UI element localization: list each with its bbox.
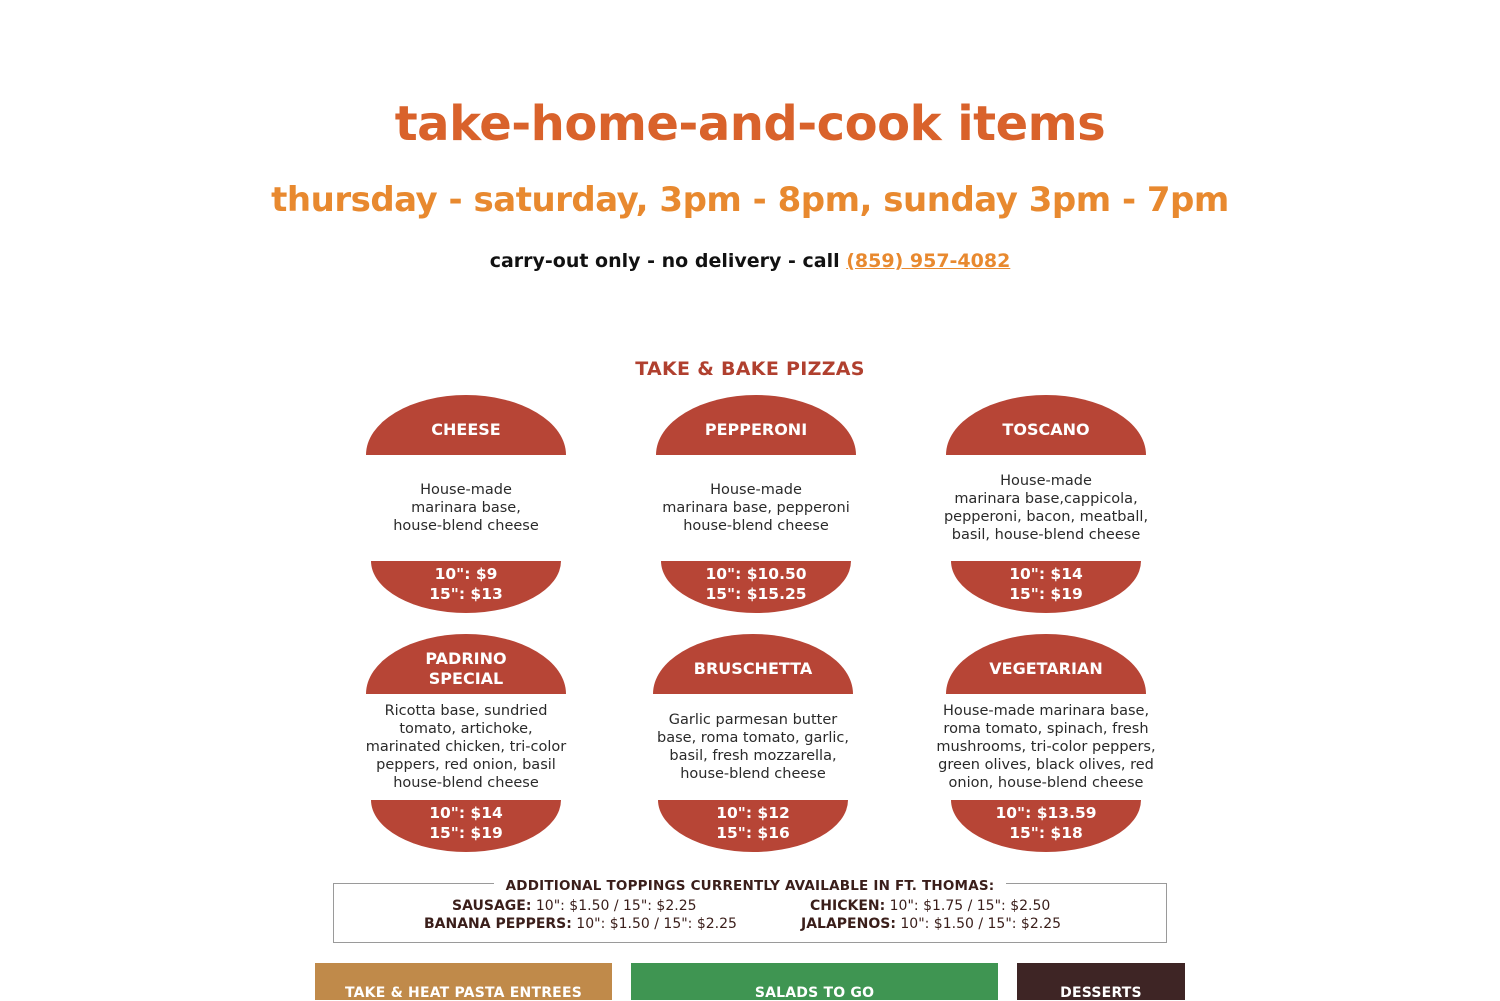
toppings-title bbox=[334, 875, 1166, 894]
carry-out-text: carry-out only - no delivery - call bbox=[489, 250, 847, 272]
pizza-prices bbox=[371, 800, 561, 852]
topping-prices: 10": $1.50 / 15": $2.25 bbox=[531, 898, 697, 914]
price-15-inch: 15": $13 bbox=[429, 585, 503, 603]
pizza-description: Ricotta base, sundried tomato, artichoke, marinated chicken, tri-color peppers, red onion, basil house-blend cheese bbox=[365, 703, 567, 791]
price-15-inch: 15": $19 bbox=[1009, 585, 1083, 603]
topping-name: SAUSAGE: bbox=[452, 898, 532, 914]
pizza-name: VEGETARIAN bbox=[946, 634, 1146, 694]
pizza-description: House-made marinara base,cappicola, pepperoni, bacon, meatball, basil, house-blend cheese bbox=[943, 473, 1149, 543]
price-15-inch: 15": $18 bbox=[1009, 824, 1083, 842]
price-10-inch: 10": $14 bbox=[1009, 565, 1083, 583]
phone-link[interactable]: (859) 957-4082 bbox=[846, 250, 1011, 272]
pizza-card-toscano bbox=[943, 395, 1149, 621]
pizza-card-cheese bbox=[366, 395, 566, 621]
price-15-inch: 15": $16 bbox=[716, 824, 790, 842]
additional-toppings-box bbox=[333, 878, 1167, 943]
pizza-card-vegetarian bbox=[936, 634, 1156, 860]
topping-name: JALAPENOS: bbox=[801, 916, 896, 932]
topping-jalapenos bbox=[801, 916, 1061, 932]
pizza-prices bbox=[661, 561, 851, 613]
tab-take-heat-pasta[interactable]: TAKE & HEAT PASTA ENTREES bbox=[315, 963, 612, 1000]
price-10-inch: 10": $13.59 bbox=[995, 804, 1097, 822]
pizza-description: Garlic parmesan butter base, roma tomato, garlic, basil, fresh mozzarella, house-blend cheese bbox=[657, 712, 849, 782]
topping-banana-peppers bbox=[424, 916, 737, 932]
hours-subtitle: thursday - saturday, 3pm - 8pm, sunday 3pm - 7pm bbox=[271, 180, 1229, 220]
price-10-inch: 10": $14 bbox=[429, 804, 503, 822]
topping-name: BANANA PEPPERS: bbox=[424, 916, 572, 932]
pizza-name: TOSCANO bbox=[946, 395, 1146, 455]
pizza-prices bbox=[951, 800, 1141, 852]
price-10-inch: 10": $9 bbox=[434, 565, 498, 583]
pizza-name: PEPPERONI bbox=[656, 395, 856, 455]
topping-sausage bbox=[452, 898, 697, 914]
pizza-card-pepperoni bbox=[656, 395, 856, 621]
pizza-prices bbox=[951, 561, 1141, 613]
tab-desserts[interactable]: DESSERTS bbox=[1017, 963, 1185, 1000]
pizza-prices bbox=[371, 561, 561, 613]
topping-prices: 10": $1.75 / 15": $2.50 bbox=[885, 898, 1051, 914]
pizza-description: House-made marinara base, house-blend cheese bbox=[393, 482, 539, 534]
page-title: take-home-and-cook items bbox=[394, 96, 1106, 152]
tab-salads-to-go[interactable]: SALADS TO GO bbox=[631, 963, 998, 1000]
pizza-description: House-made marinara base, pepperoni house-blend cheese bbox=[662, 482, 850, 534]
pizza-description: House-made marinara base, roma tomato, spinach, fresh mushrooms, tri-color peppers, green olives, black olives, red onion, house-blend cheese bbox=[936, 703, 1156, 791]
carry-out-notice bbox=[0, 250, 1500, 272]
pizza-card-padrino-special bbox=[366, 634, 566, 860]
price-10-inch: 10": $10.50 bbox=[705, 565, 807, 583]
pizza-prices bbox=[658, 800, 848, 852]
topping-prices: 10": $1.50 / 15": $2.25 bbox=[571, 916, 737, 932]
pizza-name: CHEESE bbox=[366, 395, 566, 455]
toppings-title-text: ADDITIONAL TOPPINGS CURRENTLY AVAILABLE IN FT. THOMAS: bbox=[494, 878, 1007, 894]
price-15-inch: 15": $19 bbox=[429, 824, 503, 842]
topping-prices: 10": $1.50 / 15": $2.25 bbox=[895, 916, 1062, 932]
pizza-name: BRUSCHETTA bbox=[653, 634, 853, 694]
take-bake-pizzas-heading: TAKE & BAKE PIZZAS bbox=[635, 358, 865, 380]
pizza-card-bruschetta bbox=[653, 634, 853, 860]
price-15-inch: 15": $15.25 bbox=[705, 585, 807, 603]
topping-name: CHICKEN: bbox=[810, 898, 886, 914]
pizza-name: PADRINO SPECIAL bbox=[366, 634, 566, 694]
price-10-inch: 10": $12 bbox=[716, 804, 790, 822]
topping-chicken bbox=[810, 898, 1050, 914]
